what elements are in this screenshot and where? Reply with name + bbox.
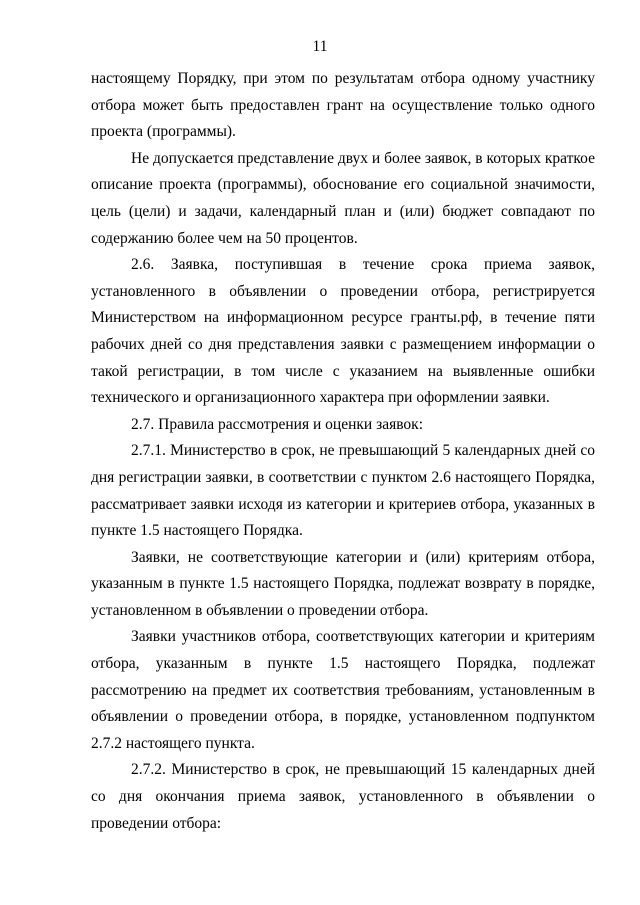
page-number: 11: [312, 38, 328, 55]
paragraph-2-6: 2.6. Заявка, поступившая в течение срока приема заявок, установленного в объявлении о проведении отбора, регистрируется Министерством на информационном ресурсе гранты.рф, в течение пяти рабочих дней со дня представления заявки с размещением информации о такой регистрации, в том числе с указанием на выявленные ошибки технического и организационного характера при оформлении заявки.: [91, 256, 595, 407]
paragraph-continuation: настоящему Порядку, при этом по результатам отбора одному участнику отбора может быть предоставлен грант на осуществление только одного проекта (программы).: [91, 70, 595, 141]
paragraph-2-7-1: 2.7.1. Министерство в срок, не превышающий 5 календарных дней со дня регистрации заявки, в соответствии с пунктом 2.6 настоящего Порядка, рассматривает заявки исходя из категории и критериев отбора, указанных в пункте 1.5 настоящего Порядка.: [91, 442, 595, 540]
paragraph-2-7-2: 2.7.2. Министерство в срок, не превышающий 15 календарных дней со дня окончания приема заявок, установленного в объявлении о проведении отбора:: [91, 761, 595, 832]
paragraph-eligible-applications: Заявки участников отбора, соответствующих категории и критериям отбора, указанным в пункте 1.5 настоящего Порядка, подлежат рассмотрению на предмет их соответствия требованиям, установленным в объявлении о проведении отбора, в порядке, установленном подпунктом 2.7.2 настоящего пункта.: [91, 628, 595, 752]
paragraph-returned-applications: Заявки, не соответствующие категории и (или) критериям отбора, указанным в пункте 1.5 настоящего Порядка, подлежат возврату в порядке, установленном в объявлении о проведении отбора.: [91, 548, 595, 619]
paragraph-2-7-heading: 2.7. Правила рассмотрения и оценки заявок:: [131, 415, 424, 433]
paragraph-duplicate-applications: Не допускается представление двух и более заявок, в которых краткое описание проекта (программы), обоснование его социальной значимости, цель (цели) и задачи, календарный план и (или) бюджет совпадают по содержанию более чем на 50 процентов.: [91, 149, 595, 247]
document-body: [91, 66, 595, 837]
